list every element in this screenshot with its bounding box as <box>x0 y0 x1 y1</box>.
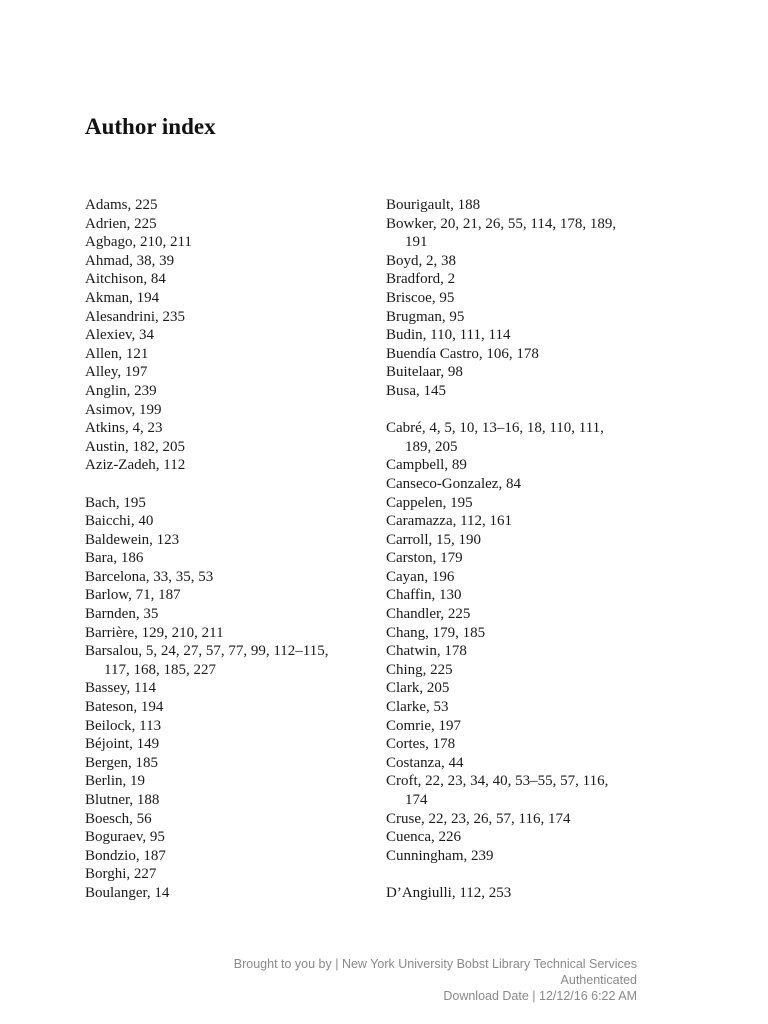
index-entry: Barlow, 71, 187 <box>85 587 181 604</box>
index-entry: Blutner, 188 <box>85 792 160 808</box>
index-entry: Bergen, 185 <box>85 754 159 771</box>
index-entry: Bradford, 2 <box>386 271 456 288</box>
index-entry: Adams, 225 <box>85 197 158 213</box>
index-entry: Carston, 179 <box>386 550 463 567</box>
index-entry: D’Angiulli, 112, 253 <box>386 884 512 901</box>
index-entry: Borghi, 227 <box>85 866 157 883</box>
index-entry: Barcelona, 33, 35, 53 <box>85 568 214 585</box>
index-entry: Boulanger, 14 <box>85 884 170 901</box>
index-entry: Alley, 197 <box>85 364 148 381</box>
index-entry: Asimov, 199 <box>85 401 162 418</box>
index-entry: Boesch, 56 <box>85 810 152 827</box>
index-entry: Caramazza, 112, 161 <box>386 513 513 530</box>
index-entry: Bourigault, 188 <box>386 197 481 213</box>
index-entry: Cappelen, 195 <box>386 494 473 511</box>
letter-group-gap <box>386 865 676 884</box>
index-entry: Cruse, 22, 23, 26, 57, 116, 174 <box>386 810 571 827</box>
index-entry: Bowker, 20, 21, 26, 55, 114, 178, 189, 191 <box>386 215 617 251</box>
index-entry: Campbell, 89 <box>386 457 467 474</box>
index-entry: Buendía Castro, 106, 178 <box>386 345 539 362</box>
index-entry: Busa, 145 <box>386 382 446 399</box>
index-entry: Aziz-Zadeh, 112 <box>85 457 186 474</box>
letter-group-gap <box>85 475 385 494</box>
index-entry: Baicchi, 40 <box>85 513 154 530</box>
index-entry: Adrien, 225 <box>85 215 157 232</box>
index-entry: Bara, 186 <box>85 550 144 567</box>
index-entry: Bassey, 114 <box>85 680 156 697</box>
index-entry: Chandler, 225 <box>386 606 471 623</box>
index-entry: Bateson, 194 <box>85 699 164 716</box>
index-entry: Barnden, 35 <box>85 606 159 623</box>
index-entry: Ching, 225 <box>386 661 453 678</box>
index-entry: Alesandrini, 235 <box>85 308 185 325</box>
index-entry: Chaffin, 130 <box>386 587 462 604</box>
index-entry: Canseco-Gonzalez, 84 <box>386 475 521 492</box>
index-entry: Comrie, 197 <box>386 717 461 734</box>
page-title: Author index <box>85 114 216 139</box>
index-entry: Boguraev, 95 <box>85 829 165 846</box>
index-entry: Beilock, 113 <box>85 717 162 734</box>
index-entry: Baldewein, 123 <box>85 531 180 548</box>
index-entry: Cortes, 178 <box>386 736 456 753</box>
index-entry: Allen, 121 <box>85 345 149 362</box>
index-entry: Cuenca, 226 <box>386 829 461 846</box>
index-column-right <box>386 196 676 903</box>
index-entry: Anglin, 239 <box>85 382 157 399</box>
index-entry: Bach, 195 <box>85 494 146 511</box>
index-entry: Aitchison, 84 <box>85 271 166 288</box>
index-entry: Boyd, 2, 38 <box>386 252 457 269</box>
index-entry: Costanza, 44 <box>386 754 464 771</box>
index-entry: Cayan, 196 <box>386 568 455 585</box>
index-entry: Cabré, 4, 5, 10, 13–16, 18, 110, 111, 189, 205 <box>386 420 604 455</box>
index-entry: Austin, 182, 205 <box>85 438 186 455</box>
index-entry: Croft, 22, 23, 34, 40, 53–55, 57, 116, 174 <box>386 773 609 808</box>
footer-download-date-line: Download Date | 12/12/16 6:22 AM <box>443 989 637 1003</box>
index-entry: Béjoint, 149 <box>85 736 160 753</box>
index-entry: Agbago, 210, 211 <box>85 234 192 251</box>
index-entry: Clark, 205 <box>386 680 450 697</box>
index-entry: Chang, 179, 185 <box>386 624 486 641</box>
footer-authenticated-line: Authenticated <box>560 973 637 987</box>
index-entry: Brugman, 95 <box>386 308 465 325</box>
index-entry: Chatwin, 178 <box>386 643 467 660</box>
index-entry: Barsalou, 5, 24, 27, 57, 77, 99, 112–115, 117, 168, 185, 227 <box>85 643 329 678</box>
index-entry: Barrière, 129, 210, 211 <box>85 624 224 641</box>
footer-provider-line: Brought to you by | New York University Bobst Library Technical Services <box>233 957 637 971</box>
index-entry: Bondzio, 187 <box>85 847 166 864</box>
access-footer <box>234 956 637 1004</box>
index-entry: Briscoe, 95 <box>386 289 455 306</box>
index-entry: Carroll, 15, 190 <box>386 531 481 548</box>
letter-group-gap <box>386 401 676 420</box>
index-column-left <box>85 196 385 903</box>
index-entry: Atkins, 4, 23 <box>85 420 163 437</box>
index-entry: Clarke, 53 <box>386 699 449 716</box>
index-entry: Cunningham, 239 <box>386 847 494 864</box>
index-entry: Ahmad, 38, 39 <box>85 252 175 269</box>
index-entry: Akman, 194 <box>85 289 160 306</box>
index-entry: Berlin, 19 <box>85 773 145 790</box>
index-entry: Alexiev, 34 <box>85 327 155 344</box>
index-entry: Buitelaar, 98 <box>386 364 463 381</box>
index-entry: Budin, 110, 111, 114 <box>386 327 511 344</box>
